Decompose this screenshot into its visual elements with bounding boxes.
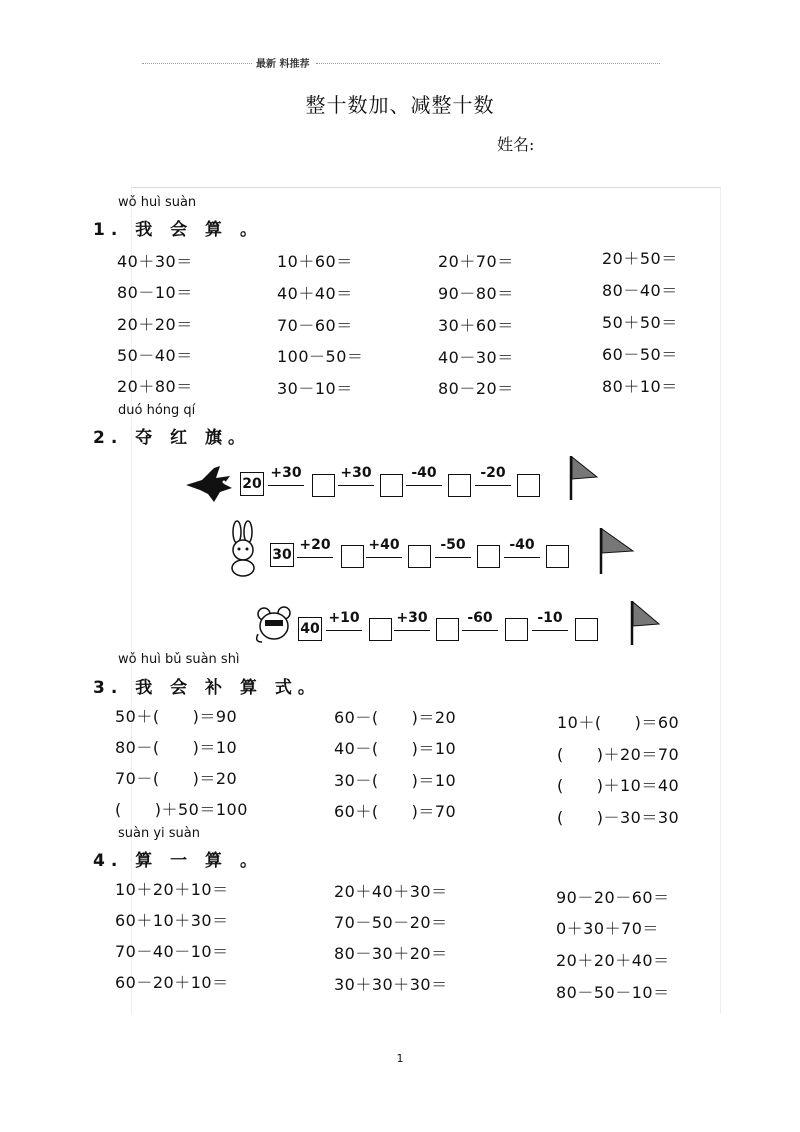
flag-row2-op: -40 xyxy=(509,537,535,553)
s1-equation: 40－30＝ xyxy=(438,348,514,367)
section1-pinyin: wǒ huì suàn xyxy=(118,195,197,210)
page-title: 整十数加、减整十数 xyxy=(305,93,495,117)
flag-row2-op: +40 xyxy=(368,537,400,553)
header-rule-left xyxy=(142,63,252,64)
s1-equation: 50－40＝ xyxy=(117,346,193,365)
arrow-line xyxy=(504,557,540,558)
flag-row1-op: -20 xyxy=(480,465,506,481)
flag-row1-op: -40 xyxy=(411,465,437,481)
s1-equation: 80－20＝ xyxy=(438,379,514,398)
s3-equation: 70－( )＝20 xyxy=(115,769,238,788)
s3-equation: ( )－30＝30 xyxy=(557,808,680,827)
section3-title: 3. 我 会 补 算 式。 xyxy=(93,678,321,698)
arrow-line xyxy=(462,630,498,631)
s4-equation: 0＋30＋70＝ xyxy=(556,919,659,938)
arrow-line xyxy=(338,485,374,486)
s4-equation: 30＋30＋30＝ xyxy=(334,975,448,994)
s1-equation: 40＋40＝ xyxy=(277,284,353,303)
arrow-line xyxy=(532,630,568,631)
flag-row2-op: +20 xyxy=(299,537,331,553)
s1-equation: 50＋50＝ xyxy=(602,313,678,332)
answer-box[interactable] xyxy=(380,474,403,497)
flag-row3-op: -60 xyxy=(467,610,493,626)
mouse-icon xyxy=(254,604,298,644)
flag-row1-start-box: 20 xyxy=(240,472,264,496)
answer-box[interactable] xyxy=(369,618,392,641)
s4-equation: 90－20－60＝ xyxy=(556,888,670,907)
flag-row2-op: -50 xyxy=(440,537,466,553)
section3-pinyin: wǒ huì bǔ suàn shì xyxy=(118,652,240,667)
s3-equation: ( )＋20＝70 xyxy=(557,745,680,764)
name-label: 姓名: xyxy=(497,135,535,154)
s1-equation: 30－10＝ xyxy=(277,379,353,398)
arrow-line xyxy=(435,557,471,558)
s1-equation: 30＋60＝ xyxy=(438,316,514,335)
s3-equation: ( )＋10＝40 xyxy=(557,776,680,795)
s4-equation: 60＋10＋30＝ xyxy=(115,911,229,930)
flag-row1-op: +30 xyxy=(340,465,372,481)
answer-box[interactable] xyxy=(341,545,364,568)
answer-box[interactable] xyxy=(575,618,598,641)
s3-equation: 30－( )＝10 xyxy=(334,771,457,790)
answer-box[interactable] xyxy=(546,545,569,568)
s4-equation: 20＋20＋40＝ xyxy=(556,951,670,970)
s1-equation: 80＋10＝ xyxy=(602,377,678,396)
answer-box[interactable] xyxy=(448,474,471,497)
answer-box[interactable] xyxy=(408,545,431,568)
s4-equation: 80－50－10＝ xyxy=(556,983,670,1002)
s4-equation: 70－40－10＝ xyxy=(115,942,229,961)
s1-equation: 20＋20＝ xyxy=(117,315,193,334)
swallow-icon xyxy=(184,464,234,504)
flag-row3-op: +30 xyxy=(396,610,428,626)
s3-equation: 50＋( )＝90 xyxy=(115,707,238,726)
arrow-line xyxy=(326,630,362,631)
section4-pinyin: suàn yi suàn xyxy=(118,826,201,841)
header-tag: 最新 料推荐 xyxy=(256,59,310,70)
flag-icon xyxy=(628,600,664,646)
arrow-line xyxy=(268,485,304,486)
flag-icon xyxy=(597,527,637,575)
s4-equation: 20＋40＋30＝ xyxy=(334,882,448,901)
answer-box[interactable] xyxy=(312,474,335,497)
s3-equation: 60－( )＝20 xyxy=(334,708,457,727)
header-rule-right xyxy=(316,63,660,64)
s4-equation: 60－20＋10＝ xyxy=(115,973,229,992)
arrow-line xyxy=(475,485,511,486)
s1-equation: 40＋30＝ xyxy=(117,252,193,271)
flag-row3-op: +10 xyxy=(328,610,360,626)
s4-equation: 10＋20＋10＝ xyxy=(115,880,229,899)
s4-equation: 80－30＋20＝ xyxy=(334,944,448,963)
answer-box[interactable] xyxy=(517,474,540,497)
arrow-line xyxy=(297,557,333,558)
section4-title: 4. 算 一 算 。 xyxy=(93,851,263,871)
s1-equation: 90－80＝ xyxy=(438,284,514,303)
rabbit-icon xyxy=(224,520,264,578)
s1-equation: 80－40＝ xyxy=(602,281,678,300)
section2-pinyin: duó hóng qí xyxy=(118,403,196,418)
arrow-line xyxy=(406,485,442,486)
answer-box[interactable] xyxy=(505,618,528,641)
s1-equation: 20＋50＝ xyxy=(602,249,678,268)
s1-equation: 100－50＝ xyxy=(277,347,364,366)
s3-equation: 80－( )＝10 xyxy=(115,738,238,757)
s1-equation: 20＋70＝ xyxy=(438,252,514,271)
s1-equation: 60－50＝ xyxy=(602,345,678,364)
s3-equation: ( )＋50＝100 xyxy=(115,800,248,819)
s4-equation: 70－50－20＝ xyxy=(334,913,448,932)
flag-row2-start-box: 30 xyxy=(270,543,294,567)
s1-equation: 80－10＝ xyxy=(117,283,193,302)
s1-equation: 70－60＝ xyxy=(277,316,353,335)
page-number: 1 xyxy=(396,1052,404,1065)
answer-box[interactable] xyxy=(477,545,500,568)
section2-title: 2. 夺 红 旗。 xyxy=(93,428,252,448)
arrow-line xyxy=(366,557,402,558)
arrow-line xyxy=(394,630,430,631)
flag-row3-start-box: 40 xyxy=(298,617,322,641)
s1-equation: 10＋60＝ xyxy=(277,252,353,271)
s3-equation: 40－( )＝10 xyxy=(334,739,457,758)
flag-icon xyxy=(568,455,600,501)
s3-equation: 60＋( )＝70 xyxy=(334,802,457,821)
s3-equation: 10＋( )＝60 xyxy=(557,713,680,732)
s1-equation: 20＋80＝ xyxy=(117,377,193,396)
flag-row3-op: -10 xyxy=(537,610,563,626)
answer-box[interactable] xyxy=(436,618,459,641)
section1-title: 1. 我 会 算 。 xyxy=(93,220,263,240)
flag-row1-op: +30 xyxy=(270,465,302,481)
